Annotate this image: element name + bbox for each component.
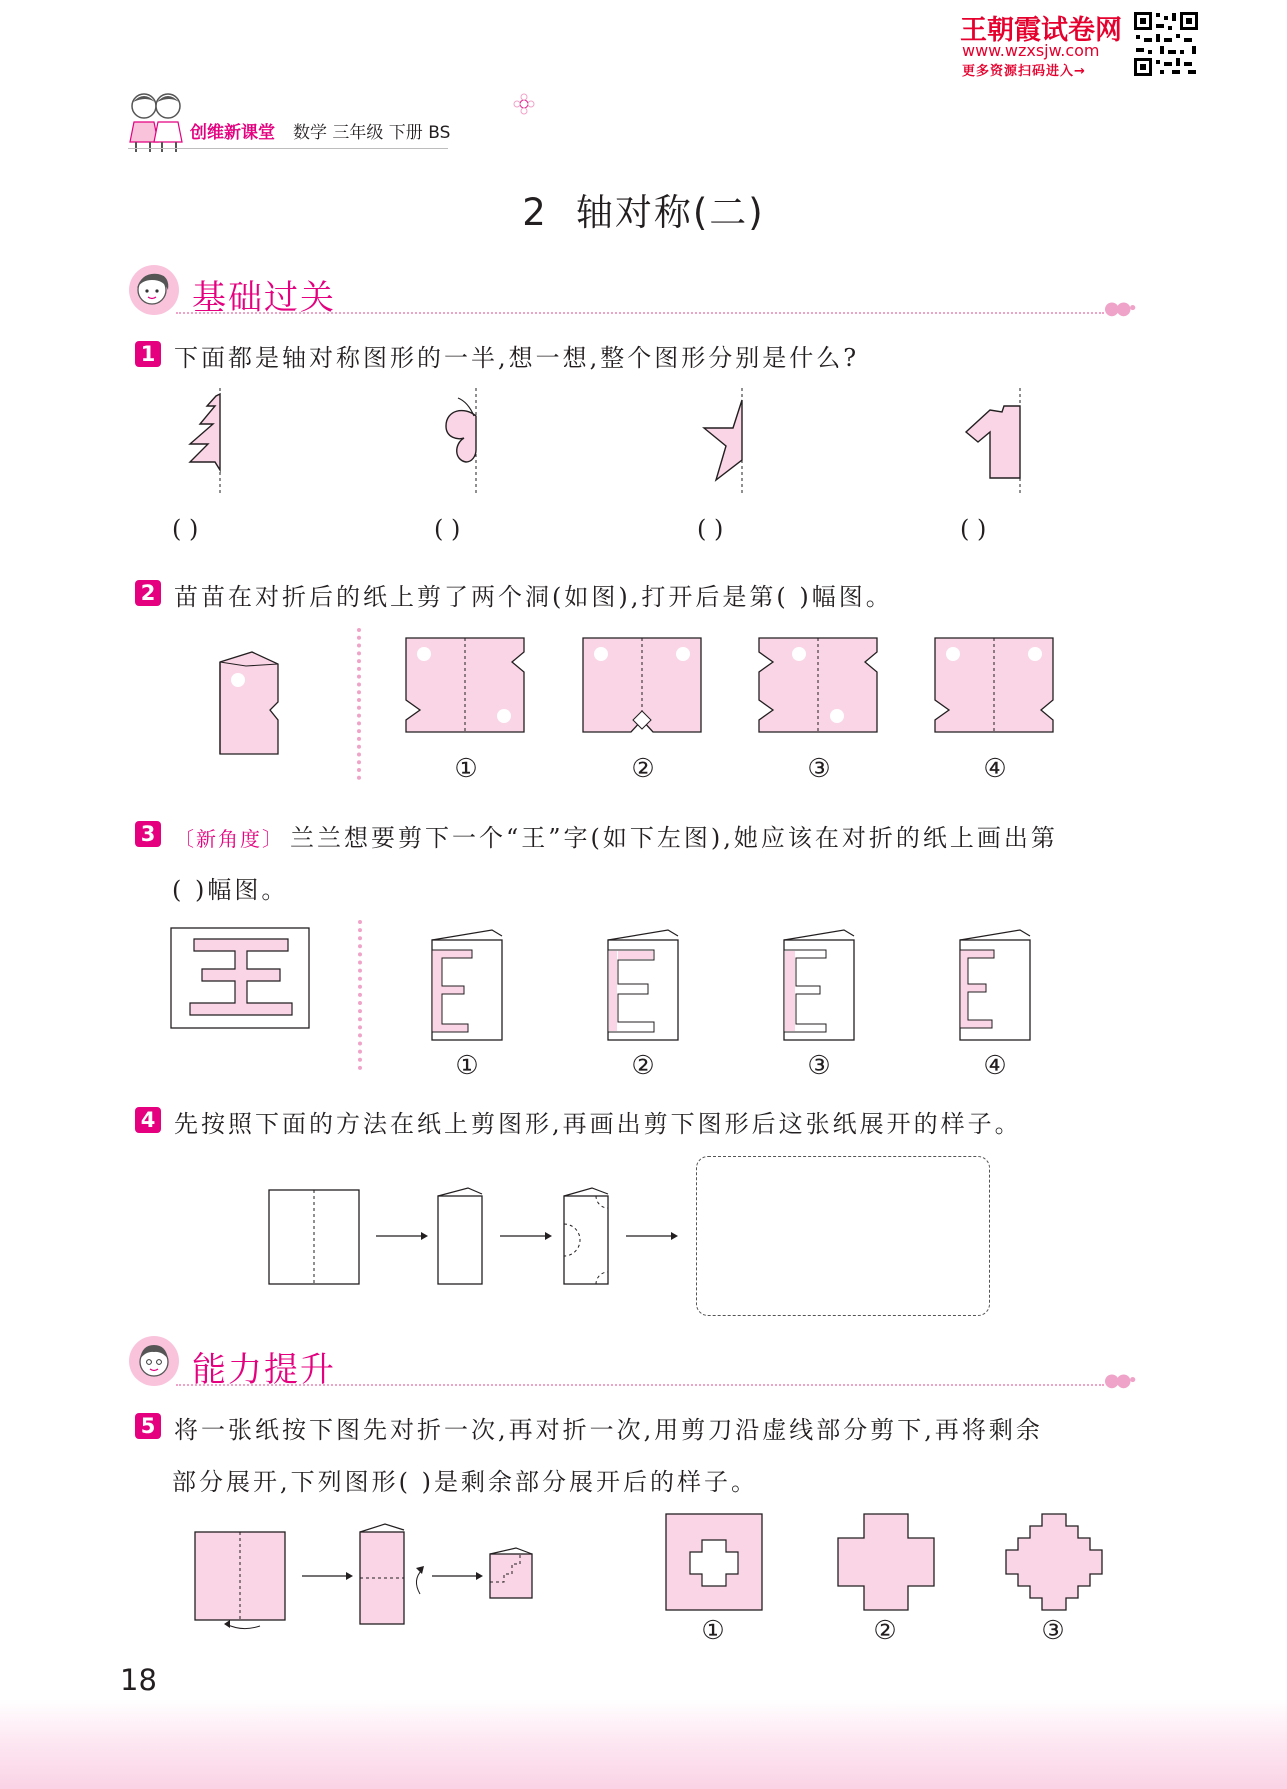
fold-cut-steps-diagram bbox=[266, 1186, 686, 1290]
question-number: 4 bbox=[135, 1107, 161, 1133]
half-shape-tree bbox=[180, 388, 230, 496]
option-shape-3 bbox=[757, 636, 881, 736]
option-folded-e-4 bbox=[956, 926, 1034, 1044]
option-label[interactable]: ③ bbox=[807, 1051, 831, 1081]
question-number: 1 bbox=[135, 341, 161, 367]
option-shape-1 bbox=[404, 636, 528, 736]
question-text: 苗苗在对折后的纸上剪了两个洞(如图),打开后是第( )幅图。 bbox=[174, 583, 893, 611]
question-text: 〔新角度〕 兰兰想要剪下一个“王”字(如下左图),她应该在对折的纸上画出第 bbox=[174, 824, 1058, 852]
option-label[interactable]: ② bbox=[631, 1051, 655, 1081]
question-text-continued: ( )幅图。 bbox=[172, 876, 289, 904]
qr-code-icon[interactable] bbox=[1132, 10, 1200, 78]
question-number: 5 bbox=[135, 1413, 161, 1439]
header-divider bbox=[128, 148, 448, 149]
option-label[interactable]: ③ bbox=[1041, 1616, 1065, 1646]
half-shape-star bbox=[698, 388, 748, 496]
half-shape-butterfly bbox=[436, 388, 486, 496]
section-advanced-divider bbox=[176, 1384, 1104, 1386]
section-advanced-dots: ●●• bbox=[1104, 1370, 1135, 1391]
question-text-continued: 部分展开,下列图形( )是剩余部分展开后的样子。 bbox=[172, 1468, 758, 1496]
half-shape-shirt bbox=[962, 388, 1022, 496]
lesson-title: 轴对称(二) bbox=[575, 191, 765, 234]
option-label[interactable]: ① bbox=[454, 754, 478, 784]
page-number: 18 bbox=[120, 1663, 157, 1697]
section-advanced-title: 能力提升 bbox=[192, 1350, 336, 1390]
option-label[interactable]: ① bbox=[455, 1051, 479, 1081]
fold-twice-cut-diagram bbox=[190, 1520, 540, 1632]
question-text: 下面都是轴对称图形的一半,想一想,整个图形分别是什么? bbox=[174, 344, 860, 372]
option-label[interactable]: ④ bbox=[983, 754, 1007, 784]
brand-name: 王朝霞试卷网 bbox=[960, 15, 1122, 46]
section-basic-title: 基础过关 bbox=[192, 278, 336, 318]
scan-hint: 更多资源扫码进入→ bbox=[962, 64, 1086, 79]
answer-blank[interactable]: ( ) bbox=[697, 515, 724, 543]
page-title bbox=[0, 182, 1287, 236]
option-label[interactable]: ② bbox=[873, 1616, 897, 1646]
option-label[interactable]: ③ bbox=[807, 754, 831, 784]
question-number: 2 bbox=[135, 580, 161, 606]
option-label[interactable]: ② bbox=[631, 754, 655, 784]
question-text: 将一张纸按下图先对折一次,再对折一次,用剪刀沿虚线部分剪下,再将剩余 bbox=[174, 1416, 1043, 1444]
flower-decoration-icon bbox=[512, 92, 536, 116]
answer-blank[interactable]: ( ) bbox=[960, 515, 987, 543]
series-name: 创维新课堂 bbox=[190, 123, 275, 143]
option-folded-e-1 bbox=[428, 926, 506, 1044]
answer-blank[interactable]: ( ) bbox=[172, 515, 199, 543]
option-label[interactable]: ① bbox=[701, 1616, 725, 1646]
drawing-answer-area[interactable] bbox=[696, 1156, 990, 1316]
option-folded-e-3 bbox=[780, 926, 858, 1044]
section-girl-icon bbox=[128, 264, 180, 316]
option-folded-e-2 bbox=[604, 926, 682, 1044]
option-separator bbox=[357, 628, 365, 780]
option-cross-1 bbox=[664, 1512, 764, 1612]
wang-character-figure bbox=[170, 927, 312, 1031]
brand-url[interactable]: www.wzxsjw.com bbox=[962, 41, 1100, 60]
book-details: 数学 三年级 下册 BS bbox=[293, 123, 451, 143]
section-basic-divider bbox=[176, 312, 1104, 314]
mascot-kids-icon bbox=[126, 88, 188, 154]
option-shape-2 bbox=[581, 636, 705, 736]
option-shape-4 bbox=[933, 636, 1057, 736]
option-cross-3 bbox=[1004, 1512, 1104, 1612]
lesson-number: 2 bbox=[522, 191, 548, 234]
book-info bbox=[190, 118, 450, 143]
option-label[interactable]: ④ bbox=[983, 1051, 1007, 1081]
section-basic-dots: ●●• bbox=[1104, 298, 1135, 319]
folded-paper-with-holes bbox=[214, 640, 284, 760]
footer-band bbox=[0, 1700, 1287, 1789]
question-text: 先按照下面的方法在纸上剪图形,再画出剪下图形后这张纸展开的样子。 bbox=[174, 1110, 1022, 1138]
section-boy-icon bbox=[128, 1335, 180, 1387]
question-number: 3 bbox=[135, 821, 161, 847]
option-cross-2 bbox=[836, 1512, 936, 1612]
option-separator bbox=[358, 920, 366, 1070]
question-tag: 〔新角度〕 bbox=[174, 827, 284, 851]
answer-blank[interactable]: ( ) bbox=[434, 515, 461, 543]
